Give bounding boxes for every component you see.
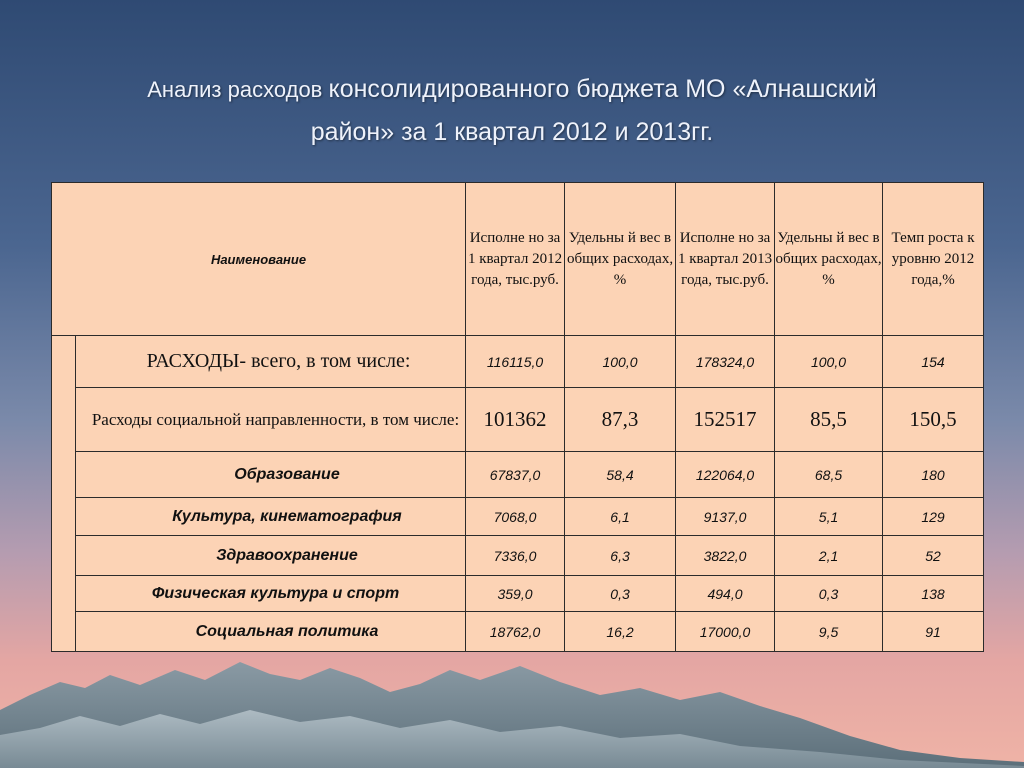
cell-value: 58,4 bbox=[565, 452, 676, 498]
table-row bbox=[52, 612, 984, 652]
row-name: Физическая культура и спорт bbox=[76, 576, 466, 612]
cell-value: 9137,0 bbox=[676, 498, 775, 536]
slide-title bbox=[40, 68, 984, 153]
cell-value: 5,1 bbox=[775, 498, 883, 536]
title-part2: консолидированного бюджета МО «Алнашский bbox=[328, 75, 877, 103]
cell-value: 16,2 bbox=[565, 612, 676, 652]
cell-value: 2,1 bbox=[775, 536, 883, 576]
cell-value: 3822,0 bbox=[676, 536, 775, 576]
cell-value: 68,5 bbox=[775, 452, 883, 498]
cell-value: 67837,0 bbox=[466, 452, 565, 498]
table-row bbox=[52, 336, 984, 388]
table-row bbox=[52, 452, 984, 498]
cell-value: 100,0 bbox=[565, 336, 676, 388]
budget-table bbox=[51, 182, 984, 652]
header-col3: Исполне но за 1 квартал 2013 года, тыс.руб. bbox=[676, 183, 775, 336]
title-line2: район» за 1 квартал 2012 и 2013гг. bbox=[310, 118, 714, 146]
cell-value: 17000,0 bbox=[676, 612, 775, 652]
mountains-background bbox=[0, 640, 1024, 768]
row-name: Социальная политика bbox=[76, 612, 466, 652]
cell-value: 152517 bbox=[676, 388, 775, 452]
cell-value: 101362 bbox=[466, 388, 565, 452]
left-indent-cell bbox=[52, 336, 76, 652]
cell-value: 6,1 bbox=[565, 498, 676, 536]
cell-value: 87,3 bbox=[565, 388, 676, 452]
cell-value: 91 bbox=[883, 612, 984, 652]
cell-value: 52 bbox=[883, 536, 984, 576]
cell-value: 7068,0 bbox=[466, 498, 565, 536]
header-col5: Темп роста к уровню 2012 года,% bbox=[883, 183, 984, 336]
row-name: РАСХОДЫ- всего, в том числе: bbox=[76, 336, 466, 388]
row-name: Расходы социальной направленности, в том числе: bbox=[76, 388, 466, 452]
cell-value: 7336,0 bbox=[466, 536, 565, 576]
cell-value: 85,5 bbox=[775, 388, 883, 452]
cell-value: 150,5 bbox=[883, 388, 984, 452]
cell-value: 18762,0 bbox=[466, 612, 565, 652]
table-row bbox=[52, 576, 984, 612]
cell-value: 9,5 bbox=[775, 612, 883, 652]
row-name: Здравоохранение bbox=[76, 536, 466, 576]
cell-value: 122064,0 bbox=[676, 452, 775, 498]
title-part1: Анализ расходов bbox=[147, 77, 329, 102]
cell-value: 116115,0 bbox=[466, 336, 565, 388]
cell-value: 0,3 bbox=[565, 576, 676, 612]
header-name: Наименование bbox=[52, 183, 466, 336]
cell-value: 494,0 bbox=[676, 576, 775, 612]
cell-value: 6,3 bbox=[565, 536, 676, 576]
cell-value: 0,3 bbox=[775, 576, 883, 612]
cell-value: 129 bbox=[883, 498, 984, 536]
cell-value: 359,0 bbox=[466, 576, 565, 612]
table-row bbox=[52, 536, 984, 576]
cell-value: 138 bbox=[883, 576, 984, 612]
header-col4: Удельны й вес в общих расходах, % bbox=[775, 183, 883, 336]
row-name: Культура, кинематография bbox=[76, 498, 466, 536]
row-name: Образование bbox=[76, 452, 466, 498]
header-col2: Удельны й вес в общих расходах, % bbox=[565, 183, 676, 336]
cell-value: 178324,0 bbox=[676, 336, 775, 388]
table-row bbox=[52, 498, 984, 536]
cell-value: 180 bbox=[883, 452, 984, 498]
table-header-row bbox=[52, 183, 984, 336]
cell-value: 154 bbox=[883, 336, 984, 388]
cell-value: 100,0 bbox=[775, 336, 883, 388]
header-col1: Исполне но за 1 квартал 2012 года, тыс.руб. bbox=[466, 183, 565, 336]
table-row bbox=[52, 388, 984, 452]
